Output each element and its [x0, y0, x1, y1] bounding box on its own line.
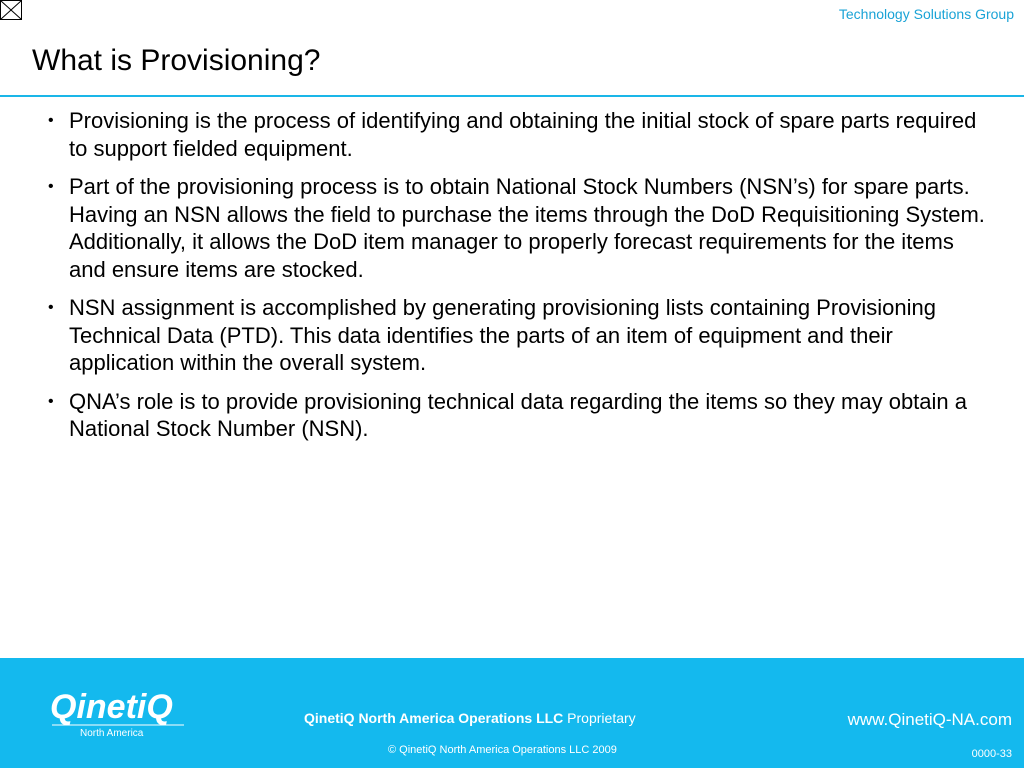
company-name: QinetiQ North America Operations LLC	[304, 710, 564, 726]
bullet-item	[42, 294, 992, 377]
svg-text:QinetiQ: QinetiQ	[50, 688, 173, 726]
group-name: Technology Solutions Group	[838, 6, 1014, 22]
bullet-marker: •	[48, 392, 54, 410]
proprietary-label: Proprietary	[563, 710, 636, 726]
copyright-notice: © QinetiQ North America Operations LLC 2009	[388, 744, 617, 756]
svg-text:North America: North America	[80, 728, 144, 739]
qinetiq-logo	[48, 684, 188, 740]
bullet-list	[42, 107, 992, 454]
bullet-marker: •	[48, 178, 54, 195]
bullet-marker: •	[48, 299, 54, 316]
bullet-item	[42, 388, 992, 443]
title-divider	[0, 95, 1024, 97]
page-title: What is Provisioning?	[32, 44, 321, 77]
bullet-text: Provisioning is the process of identifying and obtaining the initial stock of spare parts required to support fielded equipment.	[69, 108, 977, 161]
bullet-marker: •	[48, 112, 54, 129]
footer-bar	[0, 658, 1024, 768]
bullet-item	[42, 173, 992, 283]
proprietary-notice	[304, 710, 636, 726]
bullet-text: NSN assignment is accomplished by generating provisioning lists containing Provisioning Technical Data (PTD). This data identifies the parts of an item of equipment and their application within the overall system.	[69, 295, 937, 375]
bullet-text: QNA’s role is to provide provisioning technical data regarding the items so they may obtain a National Stock Number (NSN).	[69, 388, 967, 441]
bullet-item	[42, 107, 992, 162]
bullet-text: Part of the provisioning process is to obtain National Stock Numbers (NSN’s) for spare parts. Having an NSN allows the field to purchase the items through the DoD Requisitioning System. Additionally, it allows the DoD item manager to properly forecast requirements for the items and ensure items are stocked.	[69, 174, 985, 282]
website-link[interactable]: www.QinetiQ-NA.com	[847, 710, 1012, 729]
slide-number: 0000-33	[971, 748, 1012, 760]
broken-image-icon	[0, 0, 22, 20]
